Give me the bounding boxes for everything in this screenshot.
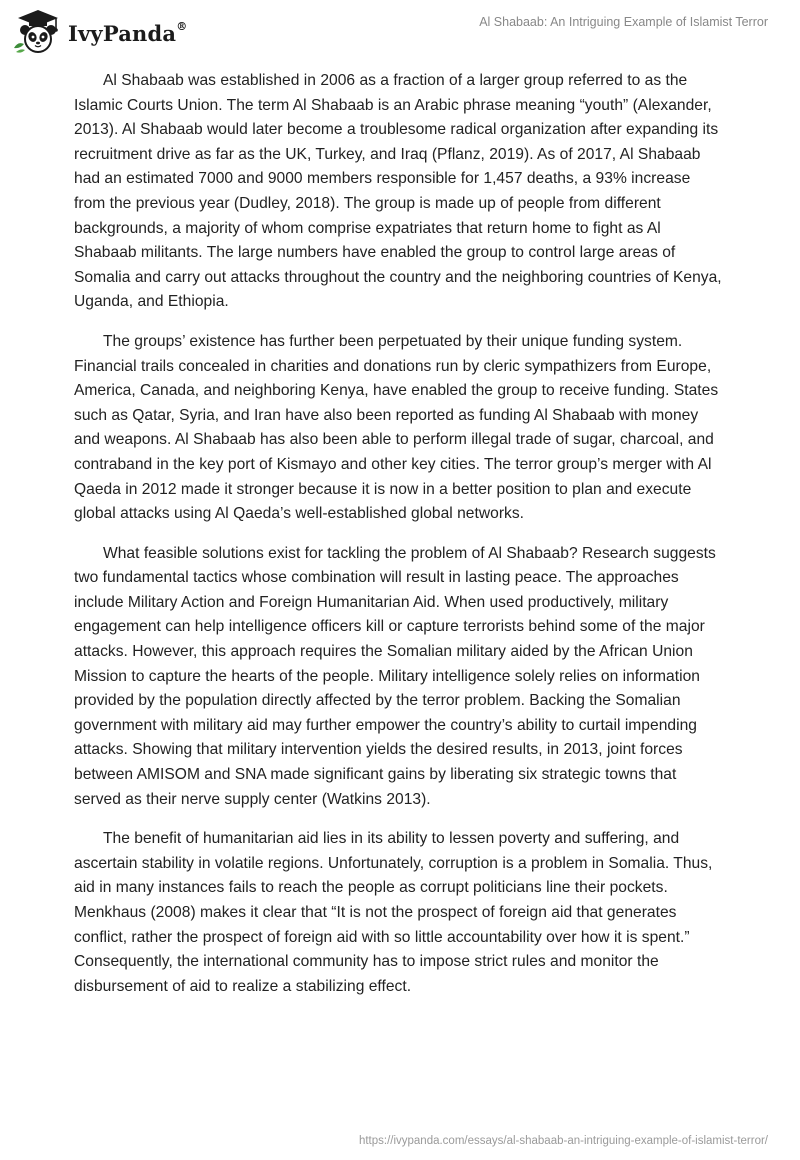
panda-graduate-icon	[12, 8, 64, 54]
paragraph: The groups’ existence has further been perpetuated by their unique funding system. Financial trails concealed in charities and donations run by cleric sympathizers from Europe, America, Canada, and neighboring Kenya, have enabled the group to receive funding. States such as Qatar, Syria, and Iran have also been reported as funding Al Shabaab with money and weapons. Al Shabaab has also been able to perform illegal trade of sugar, charcoal, and contraband in the key port of Kismayo and other key cities. The terror group’s merger with Al Qaeda in 2012 made it stronger because it is now in a better position to plan and execute global attacks using Al Qaeda’s well-established global networks.	[74, 332, 719, 523]
paragraph: The benefit of humanitarian aid lies in its ability to lessen poverty and suffering, and ascertain stability in volatile regions. Unfortunately, corruption is a problem in Somalia. Thus, aid in many instances fails to reach the people as corrupt politicians line their pockets. Menkhaus (2008) makes it clear that “It is not the prospect of foreign aid that generates conflict, rather the prospect of foreign aid with so little accountability over how it is spent.” Consequently, the international community has to impose strict rules and monitor the disbursement of aid to realize a stabilizing effect.	[74, 830, 713, 995]
paragraph: Al Shabaab was established in 2006 as a fraction of a larger group referred to as the Islamic Courts Union. The term Al Shabaab is an Arabic phrase meaning “youth” (Alexander, 2013). Al Shabaab would later become a troublesome radical organization after expanding its recruitment drive as far as the UK, Turkey, and Iraq (Pflanz, 2019). As of 2017, Al Shabaab had an estimated 7000 and 9000 members responsible for 1,457 deaths, a 93% increase from the previous year (Dudley, 2018). The group is made up of people from different backgrounds, a majority of whom comprise expatriates that return home to fight as Al Shabaab militants. The large numbers have enabled the group to control large areas of Somalia and carry out attacks throughout the country and the neighboring countries of Kenya, Uganda, and Ethiopia.	[74, 72, 722, 311]
paragraph: What feasible solutions exist for tackling the problem of Al Shabaab? Research suggests two fundamental tactics whose combination will result in lasting peace. The approaches include Military Action and Foreign Humanitarian Aid. When used productively, military engagement can help intelligence officers kill or capture terrorists behind some of the major attacks. However, this approach requires the Somalian military aided by the African Union Mission to capture the hearts of the people. Military intelligence solely relies on information provided by the population directly affected by the terror problem. Backing the Somalian government with military aid may further empower the country’s ability to curtail impending attacks. Showing that military intervention yields the desired results, in 2013, joint forces between AMISOM and SNA made significant gains by liberating six strategic towns that served as their nerve supply center (Watkins 2013).	[74, 544, 716, 808]
brand-name: IvyPanda®	[68, 19, 188, 46]
source-url[interactable]: https://ivypanda.com/essays/al-shabaab-an-intriguing-example-of-islamist-terror/	[358, 1135, 768, 1147]
document-title: Al Shabaab: An Intriguing Example of Islamist Terror	[479, 15, 768, 29]
essay-body	[74, 69, 724, 1014]
ivypanda-logo[interactable]	[12, 8, 187, 54]
page-header	[0, 0, 800, 60]
